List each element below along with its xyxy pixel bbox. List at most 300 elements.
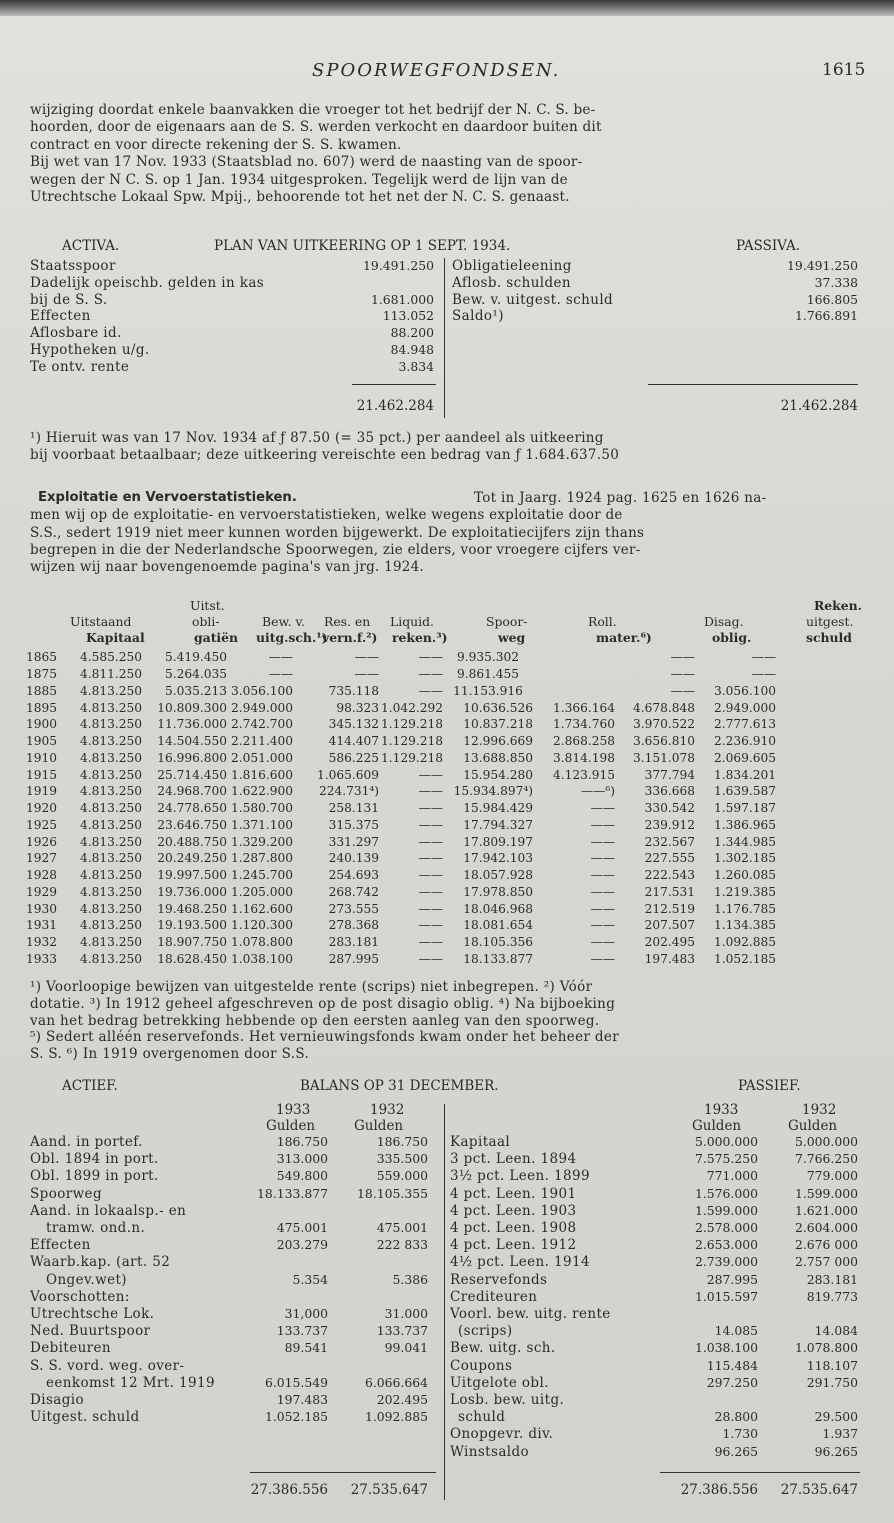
stats-cell-liq: —— [418,851,443,866]
stats-cell-res: 258.131 [328,801,379,816]
balans-left-1933: 89.541 [284,1340,328,1356]
balans-left-1933: 5.354 [292,1271,328,1287]
balans-right-1933: 297.250 [706,1374,758,1390]
stats-header-cell: obli- [192,614,220,629]
intro-line: wegen der N C. S. op 1 Jan. 1934 uitgesproken. Tegelijk werd de lijn van de [30,171,568,188]
balans-left-label: Effecten [30,1237,91,1254]
balans-right-1933: 5.000.000 [694,1134,758,1149]
balans-left-label: tramw. ond.n. [46,1220,146,1236]
stats-cell-rol: 1.366.164 [552,700,615,715]
plan-right-label: Aflosb. schulden [452,274,572,291]
balans-right-1933: 2.578.000 [694,1220,758,1235]
stats-cell-dis: 377.794 [644,767,695,782]
stats-cell-spw: 13.688.850 [463,750,533,765]
stats-cell-spw: 9.861.455 [456,667,520,682]
stats-cell-y: 1930 [26,901,58,916]
balans-left-1933: 186.750 [276,1134,328,1149]
stats-cell-liq: —— [418,901,443,916]
balans-total-right-1932: 27.535.647 [780,1482,858,1498]
stats-cell-kap: 4.813.250 [79,817,142,832]
stats-cell-rol: 2.868.258 [552,734,615,749]
plan-right-value: 19.491.250 [787,258,858,273]
stats-cell-spw: 17.942.103 [463,851,533,866]
balans-left-label: Spoorweg [30,1185,102,1202]
stats-cell-bew: 3.056.100 [230,683,293,698]
stats-cell-kap: 4.813.250 [79,767,142,782]
balans-unit-left-1932: Gulden [354,1118,404,1134]
stats-cell-spw: 18.105.356 [463,935,533,950]
stats-row [26,766,776,783]
balans-right-1932: 118.107 [806,1357,858,1373]
stats-cell-bew: 1.622.900 [230,784,293,799]
balans-left-1932: 6.066.664 [364,1374,428,1390]
stats-cell-obl: 14.504.550 [157,734,227,749]
stats-cell-spw: 17.809.197 [463,834,533,849]
balans-right-label: 4 pct. Leen. 1903 [450,1202,577,1219]
stats-row [26,884,776,901]
balans-left-1933: 197.483 [276,1392,328,1407]
stats-cell-res: 273.555 [328,901,379,916]
stats-cell-liq: —— [418,683,443,698]
balans-right-label: schuld [458,1409,506,1426]
balans-right-label: Losb. bew. uitg. [450,1392,565,1408]
stats-cell-res: 1.065.609 [316,767,379,782]
balans-left-label: Uitgest. schuld [30,1409,140,1426]
stats-cell-liq: —— [418,884,443,899]
stats-cell-obl: 5.419.450 [164,650,227,665]
plan-left-value: 84.948 [390,342,434,357]
plan-footnote-line: ¹) Hieruit was van 17 Nov. 1934 af ƒ 87.50 (= 35 pct.) per aandeel als uitkeering [30,430,604,446]
balans-total-left-1932: 27.535.647 [350,1482,428,1498]
stats-cell-rek: 2.069.605 [713,750,776,765]
stats-cell-res: 283.181 [328,935,379,950]
balans-right-1932: 819.773 [806,1288,858,1304]
balans-left-label: Voorschotten: [30,1288,130,1305]
stats-cell-res: 414.407 [328,734,379,749]
stats-cell-kap: 4.813.250 [79,901,142,916]
stats-cell-spw: 10.837.218 [463,717,533,732]
balans-right-1933: 115.484 [706,1357,758,1373]
stats-cell-obl: 19.736.000 [157,884,227,899]
balans-right-1933: 1.038.100 [694,1340,758,1356]
stats-cell-y: 1895 [26,700,58,715]
stats-header-cell: Liquid. [390,614,434,629]
balans-right-label: Uitgelote obl. [450,1374,549,1391]
exploitatie-line: Tot in Jaarg. 1924 pag. 1625 en 1626 na- [474,490,767,506]
balans-divider [444,1104,445,1500]
balans-total-rule-left [250,1472,436,1473]
stats-row [26,817,776,834]
stats-cell-dis: 207.507 [644,918,695,933]
stats-cell-liq: —— [418,834,443,849]
stats-cell-bew: 2.949.000 [230,700,293,715]
stats-cell-res: 240.139 [328,851,379,866]
stats-cell-res: 331.297 [328,834,379,849]
stats-header-cell: Reken. [814,598,862,613]
stats-cell-rol: 4.123.915 [552,767,615,782]
balans-right-1932: 283.181 [806,1271,858,1287]
stats-cell-bew: 2.742.700 [230,717,293,732]
stats-cell-rek: 1.834.201 [713,767,776,782]
balans-right-1932: 779.000 [806,1168,858,1184]
stats-header-cell: gatiën [194,630,239,645]
balans-right-1933: 1.730 [722,1426,758,1442]
stats-cell-res: —— [354,650,379,665]
stats-cell-liq: —— [418,935,443,950]
stats-header-cell: Uitstaand [70,614,132,629]
balans-right-1933: 287.995 [706,1271,758,1287]
stats-cell-y: 1905 [26,734,58,749]
balans-right-1932: 1.078.800 [794,1340,858,1356]
stats-cell-kap: 4.585.250 [79,650,142,665]
balans-total-right-1933: 27.386.556 [680,1482,758,1498]
stats-cell-dis: 202.495 [644,935,695,950]
stats-header-cell: Disag. [704,614,744,629]
balans-left-1932: 18.105.355 [357,1185,428,1201]
balans-right-label: 4½ pct. Leen. 1914 [450,1254,590,1271]
balans-right-1933: 1.015.597 [694,1288,758,1304]
plan-left-label: Effecten [30,308,91,325]
plan-total-left: 21.462.284 [356,398,434,414]
stats-cell-y: 1929 [26,884,58,899]
stats-cell-kap: 4.813.250 [79,784,142,799]
stats-cell-obl: 11.736.000 [157,717,227,732]
stats-row [26,683,776,700]
plan-right-value: 37.338 [814,274,858,290]
balans-right-1932: 1.937 [822,1426,858,1442]
stats-cell-spw: 18.133.877 [463,951,533,966]
stats-cell-rek: 1.344.985 [713,834,776,849]
stats-cell-dis: 3.970.522 [632,717,695,732]
stats-cell-kap: 4.813.250 [79,868,142,883]
stats-cell-y: 1865 [26,650,58,665]
stats-cell-dis: 212.519 [644,901,695,916]
stats-cell-dis: —— [670,650,695,665]
stats-cell-res: 98.323 [336,700,379,715]
stats-cell-kap: 4.813.250 [79,935,142,950]
stats-cell-bew: 1.078.800 [230,935,293,950]
stats-cell-obl: 5.264.035 [164,667,227,682]
stats-cell-rol: —— [590,935,615,950]
balans-right-label: Bew. uitg. sch. [450,1340,556,1357]
balans-right-1933: 7.575.250 [694,1151,758,1167]
intro-line: Utrechtsche Lokaal Spw. Mpij., behoorende tot het net der N. C. S. genaast. [30,189,570,205]
stats-header-cell: weg [498,630,526,645]
stats-cell-res: 315.375 [328,817,379,832]
balans-right-1932: 1.599.000 [794,1185,858,1201]
stats-cell-rek: 1.302.185 [713,851,776,866]
balans-total-rule-right [660,1472,860,1473]
stats-row [26,934,776,951]
stats-cell-rol [533,683,615,700]
stats-cell-obl: 19.997.500 [157,868,227,883]
plan-right-label: Saldo¹) [452,308,504,325]
stats-cell-spw: 17.978.850 [463,884,533,899]
stats-cell-bew: 1.329.200 [230,834,293,849]
balans-right-1932: 96.265 [814,1443,858,1459]
balans-left-1932: 31.000 [384,1306,428,1321]
stats-cell-obl: 20.249.250 [157,851,227,866]
stats-cell-dis: —— [670,683,695,698]
stats-header-cell: mater.⁶) [596,630,652,645]
intro-line: Bij wet van 17 Nov. 1933 (Staatsblad no. 607) werd de naasting van de spoor- [30,154,583,171]
plan-left-label: Staatsspoor [30,258,116,274]
balans-left-label: Aand. in portef. [30,1134,143,1150]
stats-cell-rol: —— [590,868,615,883]
balans-right-1932: 291.750 [806,1374,858,1390]
plan-passiva-label: PASSIVA. [736,238,801,254]
stats-cell-spw: 10.636.526 [463,700,533,715]
stats-cell-obl: 19.468.250 [157,901,227,916]
balans-year-left-1932: 1932 [370,1102,405,1118]
balans-right-label: 4 pct. Leen. 1912 [450,1237,577,1254]
stats-cell-rol: —— [590,884,615,899]
stats-cell-spw: 11.153.916 [453,683,523,698]
stats-cell-rek: 2.949.000 [713,700,776,715]
stats-row [26,750,776,767]
stats-header-cell: vern.f.²) [322,630,378,645]
balans-year-left-1933: 1933 [276,1102,311,1118]
balans-left-label: Obl. 1894 in port. [30,1151,159,1168]
stats-cell-y: 1933 [26,951,58,966]
stats-cell-y: 1920 [26,801,58,816]
stats-cell-spw: 18.081.654 [463,918,533,933]
balans-left-1932: 222 833 [376,1237,428,1253]
stats-cell-rek: 1.176.785 [713,901,776,916]
plan-divider [444,258,445,418]
stats-cell-y: 1910 [26,750,58,765]
stats-header-cell: oblig. [712,630,752,645]
balans-left-1932: 99.041 [384,1340,428,1356]
stats-cell-rek: 1.386.965 [713,817,776,832]
balans-right-1933: 771.000 [706,1168,758,1184]
balans-right-label: 3 pct. Leen. 1894 [450,1151,577,1168]
plan-left-label: Te ontv. rente [30,358,130,375]
stats-header-cell: uitgest. [806,614,854,629]
stats-cell-rek: 1.219.385 [713,884,776,899]
balans-right-label: Onopgevr. div. [450,1426,554,1443]
stats-cell-y: 1931 [26,918,58,933]
balans-right-label: (scrips) [458,1323,513,1340]
stats-cell-dis: 232.567 [644,834,695,849]
balans-left-label: Aand. in lokaalsp.- en [30,1202,187,1219]
balans-title: BALANS OP 31 DECEMBER. [300,1078,499,1094]
stats-cell-rek: —— [751,650,776,665]
balans-left-label: Disagio [30,1392,85,1408]
running-title: SPOORWEGFONDSEN. [312,60,561,81]
stats-cell-y: 1926 [26,834,58,849]
stats-cell-kap: 4.813.250 [79,734,142,749]
scan-top-edge [0,0,894,16]
balans-right-1932: 2.757 000 [794,1254,858,1270]
exploitatie-line: begrepen in die der Nederlandsche Spoorwegen, zie elders, voor vroegere cijfers ver- [30,541,641,558]
balans-year-right-1932: 1932 [802,1102,837,1118]
stats-cell-res: 268.742 [328,884,379,899]
stats-row [26,951,776,968]
stats-cell-res: 224.731⁴) [318,784,379,799]
stats-cell-bew: 1.245.700 [230,868,293,883]
balans-left-1933: 203.279 [276,1237,328,1253]
stats-cell-rol: 1.734.760 [552,717,615,732]
stats-header-cell: reken.³) [392,630,448,645]
balans-left-label: Utrechtsche Lok. [30,1306,155,1322]
plan-right-value: 1.766.891 [794,308,858,324]
balans-left-1933: 133.737 [276,1323,328,1339]
exploitatie-line: S.S., sedert 1919 niet meer kunnen worden bijgewerkt. De exploitatiecijfers zijn thans [30,524,645,541]
stats-cell-liq: —— [418,817,443,832]
stats-cell-rol: —— [590,834,615,849]
balans-right-1932: 7.766.250 [794,1151,858,1167]
balans-right-1932: 2.604.000 [794,1220,858,1235]
stats-cell-obl: 18.628.450 [157,951,227,966]
stats-cell-y: 1927 [26,851,58,866]
balans-right-1933: 14.085 [714,1323,758,1339]
stats-header-cell: Uitst. [190,598,225,613]
stats-header-cell: Spoor- [486,614,528,629]
stats-cell-spw: 18.057.928 [463,868,533,883]
balans-right-label: 3½ pct. Leen. 1899 [450,1168,590,1185]
stats-row [26,900,776,917]
stats-cell-bew: 1.038.100 [230,951,293,966]
stats-footnote-line: ⁵) Sedert alléén reservefonds. Het vernieuwingsfonds kwam onder het beheer der [30,1029,620,1046]
stats-cell-bew: —— [268,667,293,682]
intro-line: contract en voor directe rekening der S. S. kwamen. [30,136,402,153]
plan-left-label: Hypotheken u/g. [30,342,150,358]
stats-cell-kap: 4.813.250 [79,683,142,698]
plan-total-right: 21.462.284 [780,398,858,414]
stats-row [26,716,776,733]
stats-cell-y: 1885 [26,683,58,698]
stats-row [26,666,776,683]
stats-cell-bew: 1.580.700 [230,801,293,816]
stats-row [26,867,776,884]
stats-footnote-line: S. S. ⁶) In 1919 overgenomen door S.S. [30,1046,310,1063]
stats-cell-y: 1875 [26,667,58,682]
stats-header-cell: Bew. v. [262,614,305,629]
stats-cell-res: 287.995 [328,951,379,966]
stats-cell-liq: 1.129.218 [380,750,443,765]
stats-cell-rol: —— [590,918,615,933]
stats-cell-y: 1928 [26,868,58,883]
stats-cell-spw: 17.794.327 [463,817,533,832]
balans-right-label: Crediteuren [450,1288,538,1305]
stats-footnote-line: dotatie. ³) In 1912 geheel afgeschreven op de post disagio oblig. ⁴) Na bijboeking [30,995,616,1012]
plan-left-value: 3.834 [398,358,434,374]
plan-right-value: 166.805 [806,291,858,307]
stats-cell-rek: 1.597.187 [713,801,776,816]
balans-right-1933: 1.599.000 [694,1202,758,1218]
stats-cell-res: 254.693 [328,868,379,883]
plan-left-label: Aflosbare id. [30,325,122,342]
plan-right-label: Bew. v. uitgest. schuld [452,291,614,308]
stats-cell-obl: 24.968.700 [157,784,227,799]
stats-cell-liq: —— [418,650,443,665]
stats-cell-rol: —— [590,951,615,966]
stats-footnote-line: ¹) Voorloopige bewijzen van uitgestelde rente (scrips) niet inbegrepen. ²) Vóór [30,979,593,995]
stats-header-cell: uitg.sch.¹) [256,630,328,645]
balans-right-label: 4 pct. Leen. 1908 [450,1220,577,1236]
stats-cell-dis: —— [670,667,695,682]
stats-cell-dis: 197.483 [644,951,695,966]
plan-right-label: Obligatieleening [452,258,572,274]
plan-left-label: bij de S. S. [30,291,108,308]
balans-left-label: Ned. Buurtspoor [30,1323,151,1340]
balans-right-label: Winstsaldo [450,1443,530,1460]
balans-left-1933: 549.800 [276,1168,328,1184]
stats-cell-res: 586.225 [328,750,379,765]
balans-right-1932: 29.500 [814,1409,858,1425]
stats-row [26,699,776,716]
stats-cell-bew: —— [268,650,293,665]
balans-left-label: Waarb.kap. (art. 52 [30,1254,171,1271]
stats-cell-res: —— [354,667,379,682]
stats-cell-rek: 2.777.613 [713,717,776,732]
stats-cell-kap: 4.811.250 [79,667,142,682]
balans-left-1933: 475.001 [276,1220,328,1235]
stats-cell-rek: 1.052.185 [713,951,776,966]
stats-header-cell: Res. en [324,614,371,629]
stats-cell-kap: 4.813.250 [79,951,142,966]
balans-left-label: S. S. vord. weg. over- [30,1357,185,1374]
plan-left-value: 113.052 [382,308,434,324]
stats-cell-liq: —— [418,767,443,782]
stats-cell-obl: 19.193.500 [157,918,227,933]
balans-actief-label: ACTIEF. [62,1078,118,1094]
stats-cell-rol: —— [590,817,615,832]
plan-activa-label: ACTIVA. [62,238,120,254]
plan-footnote-line: bij voorbaat betaalbaar; deze uitkeering vereischte een bedrag van ƒ 1.684.637.50 [30,447,620,464]
plan-title: PLAN VAN UITKEERING OP 1 SEPT. 1934. [214,238,511,254]
stats-cell-rek: 1.092.885 [713,935,776,950]
plan-left-value: 19.491.250 [363,258,434,273]
balans-right-label: 4 pct. Leen. 1901 [450,1185,577,1202]
stats-cell-bew: 1.162.600 [230,901,293,916]
balans-left-label: Ongev.wet) [46,1271,127,1288]
balans-unit-left-1933: Gulden [266,1118,316,1134]
stats-cell-bew: 1.205.000 [230,884,293,899]
intro-line: wijziging doordat enkele baanvakken die vroeger tot het bedrijf der N. C. S. be- [30,102,596,118]
stats-row [26,917,776,934]
balans-total-left-1933: 27.386.556 [250,1482,328,1498]
page-number: 1615 [822,60,866,80]
stats-row [26,733,776,750]
balans-right-label: Reservefonds [450,1271,548,1288]
stats-cell-rol: ——⁶) [580,784,615,799]
balans-passief-label: PASSIEF. [738,1078,801,1094]
balans-unit-right-1933: Gulden [692,1118,742,1134]
stats-cell-liq: 1.129.218 [380,734,443,749]
balans-left-1933: 313.000 [276,1151,328,1167]
stats-cell-liq: —— [418,951,443,966]
stats-cell-obl: 18.907.750 [157,935,227,950]
stats-cell-bew: 1.287.800 [230,851,293,866]
stats-cell-spw: 15.934.897⁴) [453,784,533,799]
stats-cell-liq: 1.042.292 [380,700,443,715]
exploitatie-heading: Exploitatie en Vervoerstatistieken. [38,490,297,505]
stats-cell-kap: 4.813.250 [79,700,142,715]
stats-cell-kap: 4.813.250 [79,750,142,765]
stats-cell-spw: 15.984.429 [463,801,533,816]
stats-cell-obl: 23.646.750 [157,817,227,832]
stats-cell-rek: 1.134.385 [713,918,776,933]
stats-cell-liq: —— [418,784,443,799]
balans-right-label: Kapitaal [450,1134,511,1150]
stats-cell-liq: —— [418,918,443,933]
stats-cell-spw: 9.935.302 [456,650,520,665]
balans-unit-right-1932: Gulden [788,1118,838,1134]
intro-line: hoorden, door de eigenaars aan de S. S. werden verkocht en daardoor buiten dit [30,119,602,136]
balans-right-1932: 2.676 000 [794,1237,858,1253]
